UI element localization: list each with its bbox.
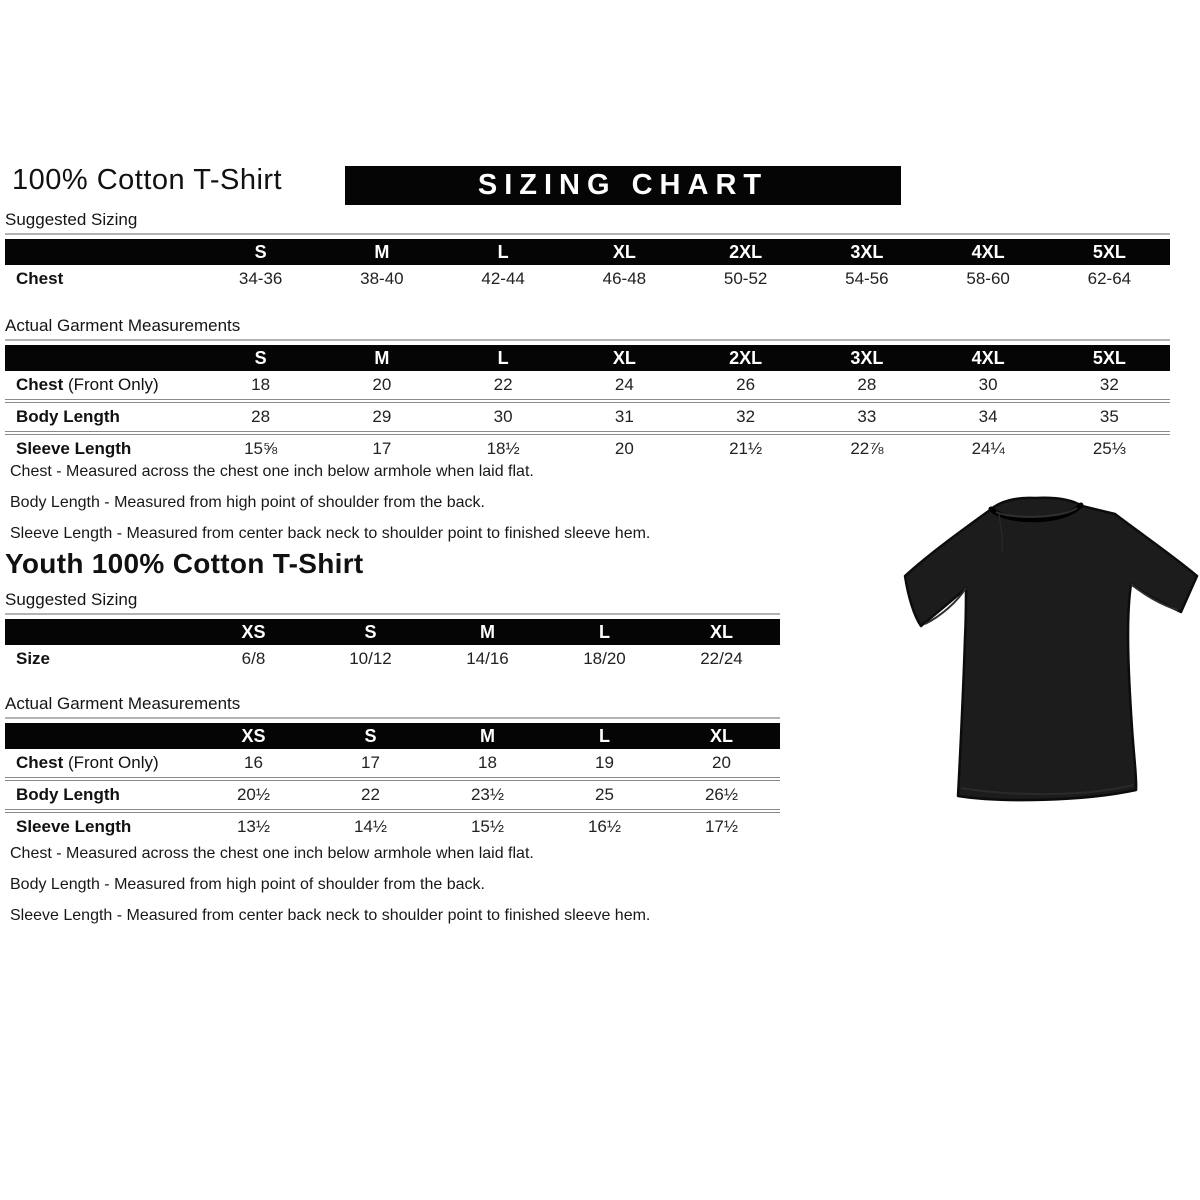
measurement-value: 26 bbox=[736, 375, 756, 394]
measurement-value: 25⅓ bbox=[1092, 439, 1126, 458]
table-header-row bbox=[5, 345, 1170, 371]
size-column-header: M bbox=[480, 725, 495, 746]
measurement-value: 46-48 bbox=[602, 269, 647, 288]
measurement-value: 24 bbox=[614, 375, 634, 394]
row-label: Sleeve Length bbox=[16, 817, 132, 836]
size-column-header: M bbox=[374, 241, 390, 262]
measurement-value: 58-60 bbox=[966, 269, 1010, 288]
measurement-value: 28 bbox=[857, 375, 877, 394]
measurement-value: 38-40 bbox=[360, 269, 404, 288]
size-column-header: L bbox=[599, 725, 610, 746]
size-column-header: 3XL bbox=[850, 241, 884, 262]
size-column-header: 2XL bbox=[729, 347, 763, 368]
note-body-length: Body Length - Measured from high point of shoulder from the back. bbox=[10, 876, 485, 893]
measurement-value: 18/20 bbox=[583, 649, 626, 668]
measurement-value: 32 bbox=[736, 407, 756, 426]
row-label: Chest (Front Only) bbox=[16, 753, 159, 772]
measurement-value: 34 bbox=[978, 407, 998, 426]
measurement-value: 17 bbox=[372, 439, 392, 458]
measurement-value: 14½ bbox=[353, 817, 388, 836]
measurement-value: 54-56 bbox=[845, 269, 889, 288]
measurement-value: 25 bbox=[595, 785, 614, 804]
measurement-value: 18 bbox=[251, 375, 271, 394]
measurement-value: 20 bbox=[712, 753, 731, 772]
measurement-value: 15½ bbox=[470, 817, 505, 836]
size-column-header: S bbox=[364, 621, 377, 642]
measurement-value: 6/8 bbox=[241, 649, 266, 668]
note-sleeve-length: Sleeve Length - Measured from center back neck to shoulder point to finished sleeve hem. bbox=[10, 907, 651, 924]
measurement-value: 16 bbox=[244, 753, 263, 772]
size-column-header: XL bbox=[612, 347, 636, 368]
measurement-value: 31 bbox=[614, 407, 634, 426]
measurement-value: 22 bbox=[361, 785, 380, 804]
page-title: 100% Cotton T-Shirt bbox=[12, 164, 283, 196]
adult-measurement-notes bbox=[10, 456, 650, 549]
youth-section-title: Youth 100% Cotton T-Shirt bbox=[5, 548, 364, 579]
size-column-header: XL bbox=[709, 621, 733, 642]
size-column-header: S bbox=[364, 725, 377, 746]
row-label: Size bbox=[16, 649, 51, 668]
row-label-suffix: (Front Only) bbox=[63, 753, 159, 772]
section-label: Actual Garment Measurements bbox=[5, 316, 1170, 341]
table-row bbox=[5, 645, 780, 673]
note-sleeve-length: Sleeve Length - Measured from center back neck to shoulder point to finished sleeve hem. bbox=[10, 525, 651, 542]
tshirt-product-image bbox=[895, 488, 1200, 810]
size-column-header: XS bbox=[241, 725, 266, 746]
row-label-suffix: (Front Only) bbox=[63, 375, 159, 394]
measurement-value: 20 bbox=[614, 439, 634, 458]
measurement-value: 21½ bbox=[729, 439, 763, 458]
size-column-header: 5XL bbox=[1092, 347, 1126, 368]
tshirt-body bbox=[905, 498, 1197, 800]
table-row bbox=[5, 403, 1170, 435]
measurement-value: 33 bbox=[857, 407, 877, 426]
measurement-value: 17 bbox=[361, 753, 380, 772]
measurement-value: 34-36 bbox=[238, 269, 283, 288]
youth-measurement-notes bbox=[10, 838, 650, 931]
section-label: Suggested Sizing bbox=[5, 210, 1170, 235]
note-chest: Chest - Measured across the chest one inch below armhole when laid flat. bbox=[10, 463, 534, 480]
size-column-header: 5XL bbox=[1092, 241, 1126, 262]
row-label: Sleeve Length bbox=[16, 439, 132, 458]
size-column-header: XL bbox=[709, 725, 733, 746]
measurement-value: 22⅞ bbox=[850, 439, 884, 458]
size-column-header: S bbox=[254, 241, 267, 262]
youth-actual-measurements-table bbox=[5, 694, 780, 841]
measurement-value: 22/24 bbox=[700, 649, 743, 668]
table-header-row bbox=[5, 619, 780, 645]
row-label: Chest (Front Only) bbox=[16, 375, 159, 394]
size-column-header: 2XL bbox=[729, 241, 763, 262]
table-row bbox=[5, 749, 780, 781]
measurement-value: 35 bbox=[1099, 407, 1119, 426]
sizing-chart-banner-label: SIZING CHART bbox=[477, 169, 769, 201]
size-column-header: S bbox=[254, 347, 267, 368]
size-column-header: L bbox=[497, 241, 509, 262]
measurement-value: 42-44 bbox=[481, 269, 525, 288]
size-column-header: M bbox=[480, 621, 495, 642]
measurement-value: 20½ bbox=[236, 785, 271, 804]
size-column-header: 4XL bbox=[971, 347, 1005, 368]
measurement-value: 50-52 bbox=[723, 269, 768, 288]
measurement-value: 20 bbox=[372, 375, 392, 394]
table-row bbox=[5, 781, 780, 813]
row-label: Body Length bbox=[16, 785, 120, 804]
measurement-value: 62-64 bbox=[1087, 269, 1132, 288]
note-body-length: Body Length - Measured from high point of shoulder from the back. bbox=[10, 494, 485, 511]
note-chest: Chest - Measured across the chest one inch below armhole when laid flat. bbox=[10, 845, 534, 862]
measurement-value: 32 bbox=[1099, 375, 1119, 394]
measurement-value: 30 bbox=[493, 407, 513, 426]
measurement-value: 24¼ bbox=[971, 439, 1005, 458]
section-label: Actual Garment Measurements bbox=[5, 694, 780, 719]
sizing-chart-banner bbox=[345, 166, 901, 205]
table-row bbox=[5, 265, 1170, 293]
size-column-header: 3XL bbox=[850, 347, 884, 368]
table-row bbox=[5, 813, 780, 841]
measurement-value: 29 bbox=[372, 407, 392, 426]
measurement-value: 10/12 bbox=[349, 649, 392, 668]
measurement-value: 23½ bbox=[470, 785, 505, 804]
measurement-value: 18 bbox=[478, 753, 497, 772]
adult-suggested-sizing-table bbox=[5, 210, 1170, 293]
table-row bbox=[5, 371, 1170, 403]
size-column-header: L bbox=[599, 621, 610, 642]
measurement-value: 15⅝ bbox=[244, 439, 278, 458]
youth-suggested-sizing-table bbox=[5, 590, 780, 673]
size-column-header: XL bbox=[612, 241, 636, 262]
measurement-value: 16½ bbox=[587, 817, 622, 836]
table-header-row bbox=[5, 239, 1170, 265]
measurement-value: 19 bbox=[595, 753, 614, 772]
table-header-row bbox=[5, 723, 780, 749]
row-label: Body Length bbox=[16, 407, 120, 426]
size-column-header: 4XL bbox=[971, 241, 1005, 262]
measurement-value: 14/16 bbox=[466, 649, 509, 668]
size-column-header: XS bbox=[241, 621, 266, 642]
size-column-header: M bbox=[374, 347, 390, 368]
adult-actual-measurements-table bbox=[5, 316, 1170, 463]
measurement-value: 26½ bbox=[704, 785, 739, 804]
measurement-value: 22 bbox=[493, 375, 513, 394]
measurement-value: 28 bbox=[251, 407, 271, 426]
measurement-value: 17½ bbox=[704, 817, 739, 836]
measurement-value: 13½ bbox=[236, 817, 271, 836]
measurement-value: 18½ bbox=[486, 439, 520, 458]
row-label: Chest bbox=[16, 269, 64, 288]
size-column-header: L bbox=[497, 347, 509, 368]
section-label: Suggested Sizing bbox=[5, 590, 780, 615]
measurement-value: 30 bbox=[978, 375, 998, 394]
